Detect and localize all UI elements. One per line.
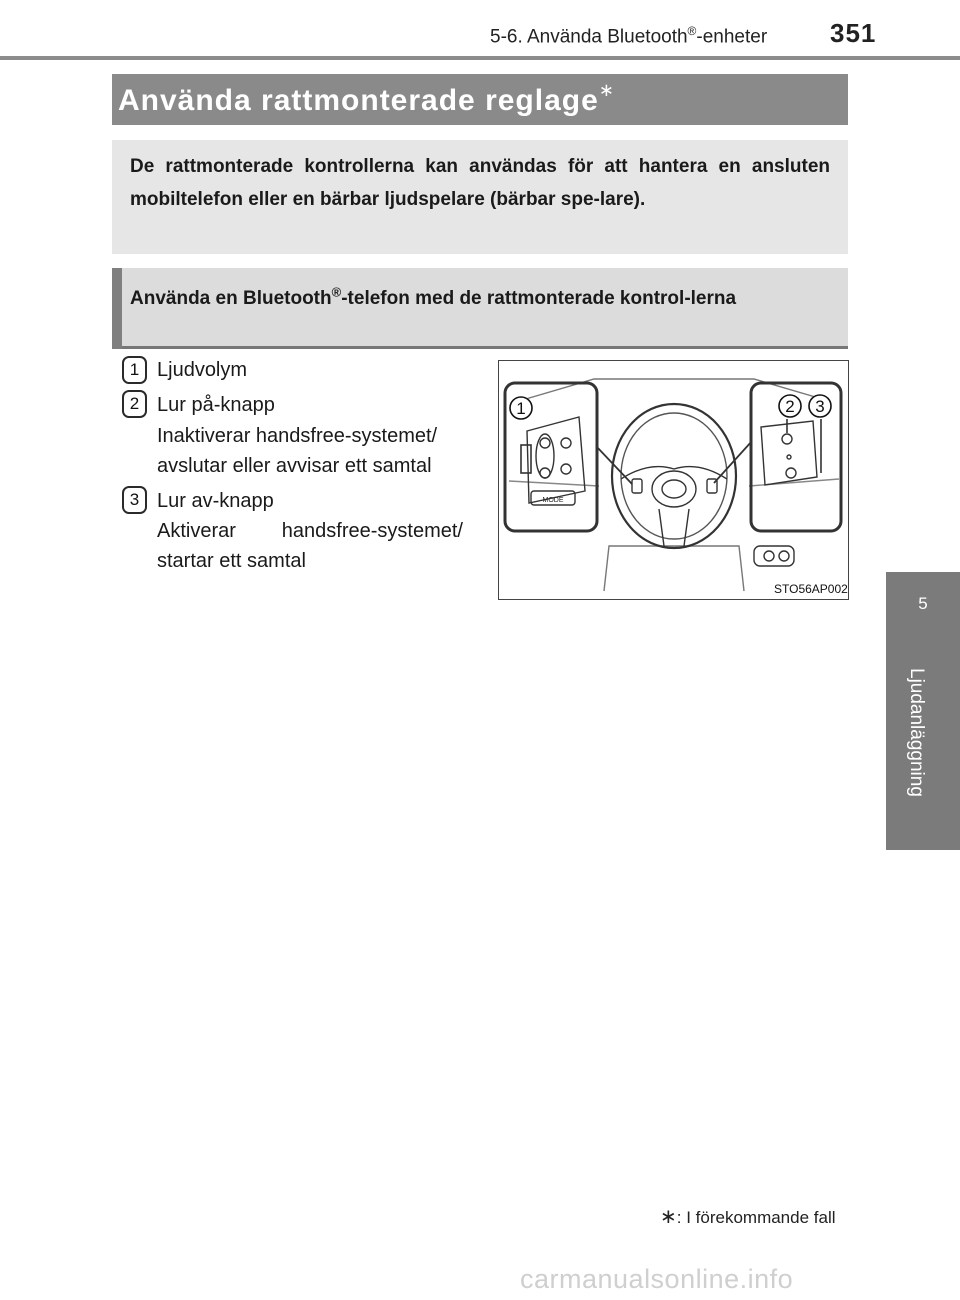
item-description: Aktiverar handsfree-systemet/ bbox=[157, 520, 463, 542]
footnote: ∗: I förekommande fall bbox=[660, 1206, 836, 1228]
callout-2-label: 2 bbox=[785, 397, 795, 416]
mode-label: MODE bbox=[542, 497, 564, 504]
item-description: startar ett samtal bbox=[157, 550, 306, 572]
item-title: Ljudvolym bbox=[157, 359, 248, 381]
item-title: Lur på-knapp bbox=[157, 394, 275, 416]
callout-1-label: 1 bbox=[516, 399, 526, 418]
page-number: 351 bbox=[830, 18, 877, 48]
item-number-badge: 1 bbox=[122, 356, 147, 384]
page-title: Använda rattmonterade reglage∗ bbox=[118, 80, 615, 117]
item-number-badge: 3 bbox=[122, 486, 147, 514]
watermark: carmanualsonline.info bbox=[520, 1264, 794, 1294]
chapter-label: Ljudanläggning bbox=[906, 668, 927, 797]
intro-text: De rattmonterade kontrollerna kan användas för att hantera en ansluten mobiltelefon eller en bärbar ljudspelare (bärbar spe-lare). bbox=[130, 156, 830, 210]
item-description: Inaktiverar handsfree-systemet/ bbox=[157, 425, 438, 447]
steering-switch-illustration bbox=[498, 360, 849, 600]
subheading-text: Använda en Bluetooth®-telefon med de rattmonterade kontrol-lerna bbox=[130, 284, 737, 309]
figure-caption: STO56AP002 bbox=[774, 582, 848, 596]
subheading-accent bbox=[112, 268, 122, 349]
section-header: 5-6. Använda Bluetooth®-enheter bbox=[490, 24, 768, 48]
steering-wheel-drawing bbox=[499, 361, 848, 599]
item-number-badge: 2 bbox=[122, 390, 147, 418]
item-description: avslutar eller avvisar ett samtal bbox=[157, 455, 432, 477]
header-rule bbox=[0, 56, 960, 60]
chapter-number: 5 bbox=[918, 594, 928, 613]
callout-3-label: 3 bbox=[815, 397, 825, 416]
item-title: Lur av-knapp bbox=[157, 490, 274, 512]
